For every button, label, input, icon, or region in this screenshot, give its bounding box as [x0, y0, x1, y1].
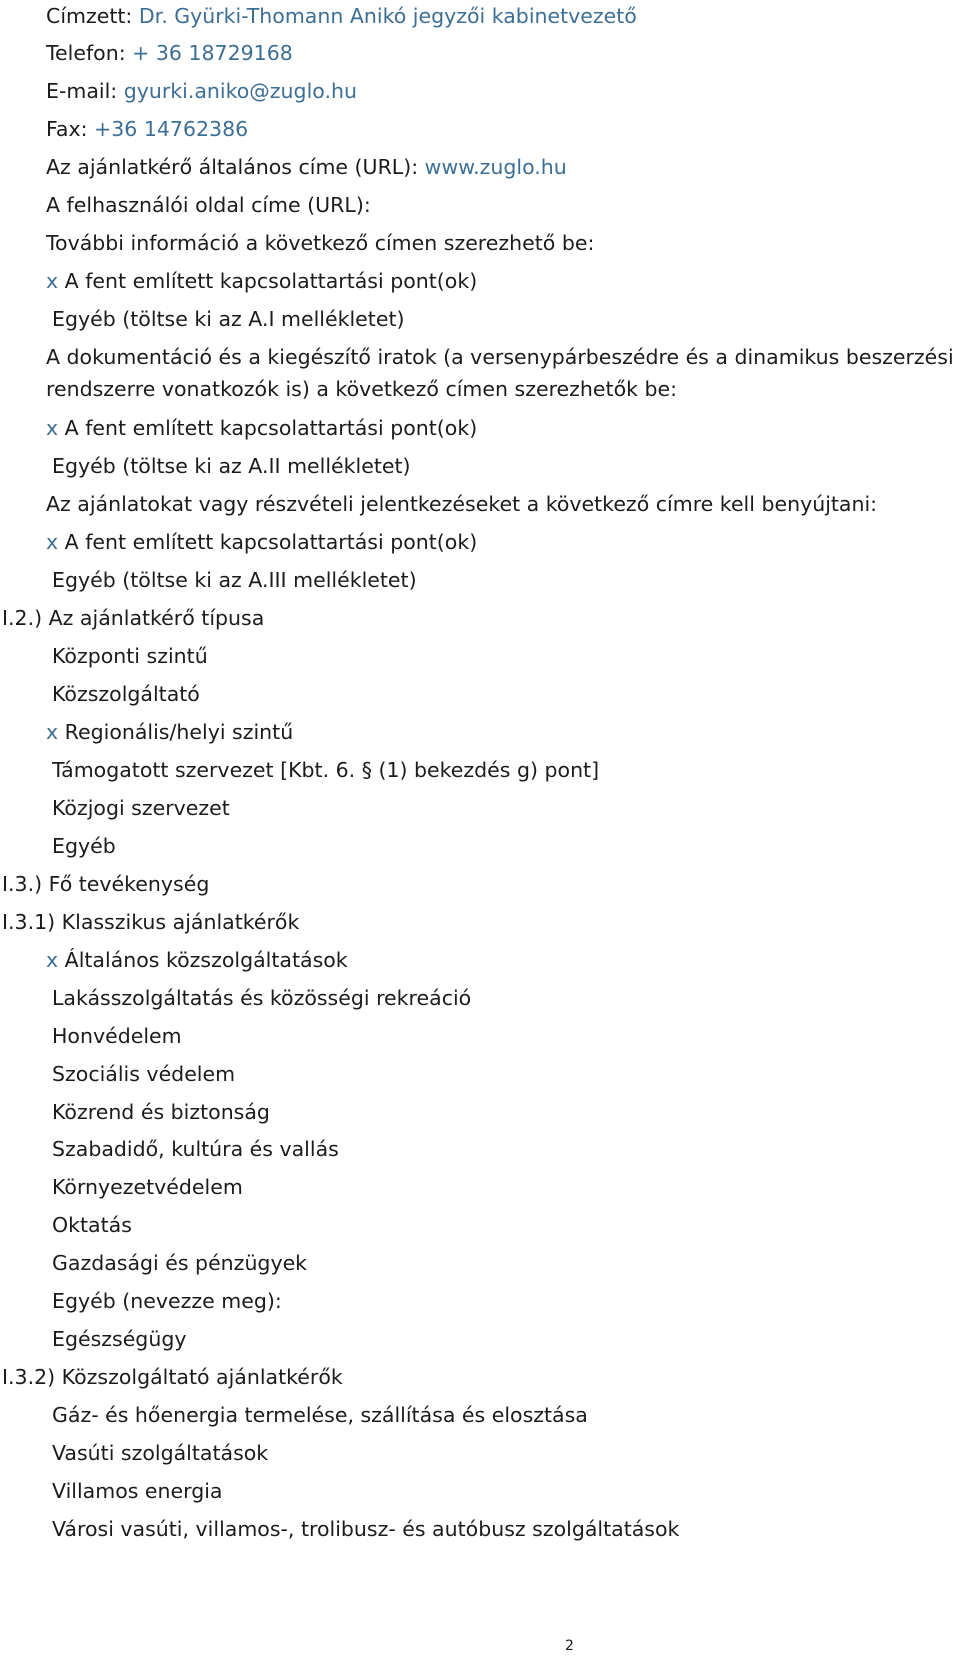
- phone-value: + 36 18729168: [132, 41, 293, 65]
- email-link[interactable]: gyurki.aniko@zuglo.hu: [123, 79, 357, 103]
- fax-label: Fax:: [46, 117, 88, 141]
- list-item: Közrend és biztonság: [52, 1100, 270, 1124]
- list-item-label: Általános közszolgáltatások: [64, 948, 348, 972]
- list-item: Oktatás: [52, 1213, 132, 1237]
- submit-option-contact: [46, 530, 477, 554]
- user-page-label: A felhasználói oldal címe (URL):: [46, 193, 371, 217]
- info-option-contact-label: A fent említett kapcsolattartási pont(ok): [64, 269, 478, 293]
- check-mark: x: [46, 530, 59, 554]
- fax-value: +36 14762386: [94, 117, 249, 141]
- list-item: Környezetvédelem: [52, 1175, 243, 1199]
- check-mark: x: [46, 416, 59, 440]
- email-row: [46, 79, 357, 103]
- docs-option-contact-label: A fent említett kapcsolattartási pont(ok): [64, 416, 478, 440]
- submit-heading: Az ajánlatokat vagy részvételi jelentkezéseket a következő címre kell benyújtani:: [46, 492, 878, 516]
- docs-option-other: Egyéb (töltse ki az A.II mellékletet): [52, 454, 411, 478]
- check-mark: x: [46, 948, 59, 972]
- phone-row: [46, 41, 293, 65]
- list-item: Szabadidő, kultúra és vallás: [52, 1137, 339, 1161]
- list-item: Egyéb: [52, 834, 116, 858]
- url-link[interactable]: www.zuglo.hu: [424, 155, 567, 179]
- list-item: Egészségügy: [52, 1327, 187, 1351]
- email-label: E-mail:: [46, 79, 118, 103]
- list-item-checked: [46, 720, 293, 744]
- list-item: Egyéb (nevezze meg):: [52, 1289, 282, 1313]
- list-item: Gazdasági és pénzügyek: [52, 1251, 308, 1275]
- docs-heading-line2: rendszerre vonatkozók is) a következő címen szerezhetők be:: [46, 377, 678, 401]
- recipient-value: Dr. Gyürki-Thomann Anikó jegyzői kabinetvezető: [138, 4, 637, 28]
- page-number: 2: [565, 1638, 574, 1654]
- list-item: Támogatott szervezet [Kbt. 6. § (1) bekezdés g) pont]: [52, 758, 600, 782]
- list-item: Villamos energia: [52, 1479, 223, 1503]
- section-heading-i3: I.3.) Fő tevékenység: [2, 872, 210, 896]
- submit-option-other: Egyéb (töltse ki az A.III mellékletet): [52, 568, 417, 592]
- list-item-checked: [46, 948, 348, 972]
- list-item: Városi vasúti, villamos-, trolibusz- és autóbusz szolgáltatások: [52, 1517, 680, 1541]
- list-item: Gáz- és hőenergia termelése, szállítása és elosztása: [52, 1403, 588, 1427]
- info-heading: További információ a következő címen szerezhető be:: [46, 231, 595, 255]
- url-label: Az ajánlatkérő általános címe (URL):: [46, 155, 419, 179]
- docs-option-contact: [46, 416, 477, 440]
- phone-label: Telefon:: [46, 41, 126, 65]
- list-item: Szociális védelem: [52, 1062, 236, 1086]
- fax-row: [46, 117, 248, 141]
- url-row: [46, 155, 567, 179]
- list-item: Közszolgáltató: [52, 682, 200, 706]
- section-heading-i31: I.3.1) Klasszikus ajánlatkérők: [2, 910, 300, 934]
- recipient-label: Címzett:: [46, 4, 133, 28]
- info-option-other: Egyéb (töltse ki az A.I mellékletet): [52, 307, 405, 331]
- recipient-row: [46, 4, 637, 28]
- check-mark: x: [46, 269, 59, 293]
- list-item: Közjogi szervezet: [52, 796, 230, 820]
- check-mark: x: [46, 720, 59, 744]
- list-item: Honvédelem: [52, 1024, 182, 1048]
- list-item: Központi szintű: [52, 644, 208, 668]
- docs-heading-line1: A dokumentáció és a kiegészítő iratok (a versenypárbeszédre és a dinamikus beszerzési: [46, 345, 954, 369]
- section-heading-i32: I.3.2) Közszolgáltató ajánlatkérők: [2, 1365, 343, 1389]
- submit-option-contact-label: A fent említett kapcsolattartási pont(ok): [64, 530, 478, 554]
- list-item-label: Regionális/helyi szintű: [64, 720, 294, 744]
- list-item: Vasúti szolgáltatások: [52, 1441, 269, 1465]
- list-item: Lakásszolgáltatás és közösségi rekreáció: [52, 986, 472, 1010]
- section-heading-i2: I.2.) Az ajánlatkérő típusa: [2, 606, 265, 630]
- info-option-contact: [46, 269, 477, 293]
